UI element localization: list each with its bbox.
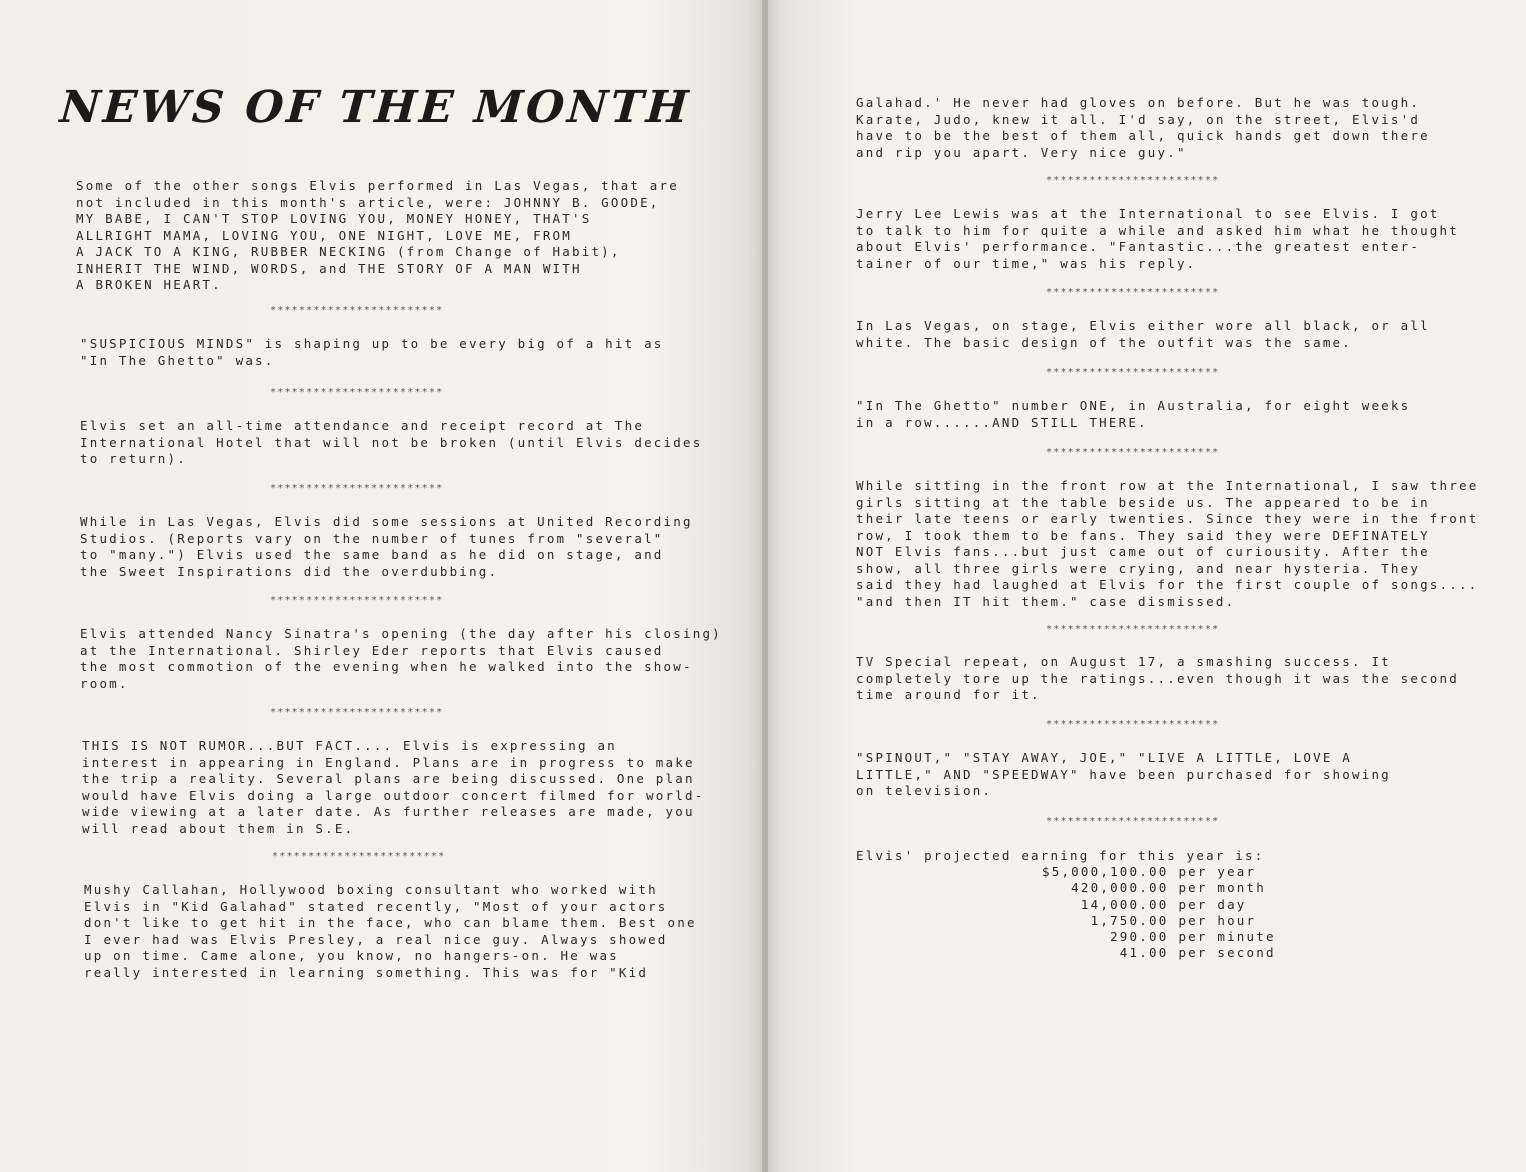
news-item-nancy-sinatra: Elvis attended Nancy Sinatra's opening (the day after his closing) at the International. Shirley Eder reports that Elvis caused the most commotion of the evening when he walked into the show- room. [80,626,722,691]
earnings-amount: $5,000,100.00 [1042,864,1169,879]
news-item-songs: Some of the other songs Elvis performed in Las Vegas, that are not included in this month's article, were: JOHNNY B. GOODE, MY BABE, I CAN'T STOP LOVING YOU, MONEY HONEY, THAT'S ALLRIGHT MAMA, LOVING YOU, ONE NIGHT, LOVE ME, FROM A JACK TO A KING, RUBBER NECKING (from Change of Habit), INHERIT THE WIND, WORDS, and THE STORY OF A MAN WITH A BROKEN HEART. [76,178,679,292]
earnings-row [1042,864,1276,880]
earnings-amount: 14,000.00 [1080,896,1169,912]
news-item-suspicious-minds: "SUSPICIOUS MINDS" is shaping up to be every big of a hit as "In The Ghetto" was. [80,336,664,368]
page-title: NEWS OF THE MONTH [58,82,693,133]
separator-stars: ************************ [1046,287,1220,298]
separator-stars: ************************ [270,483,444,494]
news-item-recording-sessions: While in Las Vegas, Elvis did some sessions at United Recording Studios. (Reports vary on the number of tunes from "several" to "many.") Elvis used the same band as he did on stage, and the Sweet Inspirations did the overdubbing. [80,514,693,579]
separator-stars: ************************ [1046,367,1220,378]
news-item-movies-tv: "SPINOUT," "STAY AWAY, JOE," "LIVE A LITTLE, LOVE A LITTLE," AND "SPEEDWAY" have been purchased for showing on television. [856,750,1391,798]
earnings-amount: 290.00 [1110,929,1169,945]
earnings-unit: per hour [1178,912,1257,928]
earnings-unit: per year [1178,864,1257,879]
news-item-mushy-callahan: Mushy Callahan, Hollywood boxing consultant who worked with Elvis in "Kid Galahad" stated recently, "Most of your actors don't like to get hit in the face, who can blame them. Best one I ever had was Elvis Presley, a real nice guy. Always showed up on time. Came alone, you know, no hangers-on. He was really interested in learning something. This was for "Kid [84,882,697,980]
news-item-england-plans: THIS IS NOT RUMOR...BUT FACT.... Elvis is expressing an interest in appearing in England. Plans are in progress to make the trip a reality. Several plans are being discussed. One plan would have Elvis doing a large outdoor concert filmed for world- wide viewing at a later date. As further releases are made, you will read about them in S.E. [82,738,705,836]
separator-stars: ************************ [272,851,446,862]
separator-stars: ************************ [1046,175,1220,186]
separator-stars: ************************ [270,707,444,718]
earnings-amount: 420,000.00 [1071,880,1169,896]
earnings-heading: Elvis' projected earning for this year is: [856,848,1265,863]
earnings-row [1042,945,1276,961]
news-item-front-row-girls: While sitting in the front row at the International, I saw three girls sitting at the table beside us. The appeared to be in their late teens or early twenties. Since they were in the front row, I took them to be fans. They said they were DEFINATELY NOT Elvis fans...but just came out of curiousity. After the show, all three girls were crying, and near hysteria. They said they had laughed at Elvis for the first couple of songs.... "and then IT hit them." case dismissed. [856,478,1479,609]
earnings-row [1042,897,1276,913]
news-item-outfit: In Las Vegas, on stage, Elvis either wore all black, or all white. The basic design of the outfit was the same. [856,318,1430,350]
separator-stars: ************************ [270,595,444,606]
earnings-unit: per month [1178,880,1266,896]
earnings-unit: per day [1178,896,1247,912]
separator-stars: ************************ [1046,719,1220,730]
separator-stars: ************************ [1046,447,1220,458]
earnings-row [1042,929,1276,945]
earnings-unit: per minute [1178,929,1276,945]
separator-stars: ************************ [1046,816,1220,827]
news-item-attendance-record: Elvis set an all-time attendance and receipt record at The International Hotel that will not be broken (until Elvis decides to return). [80,418,703,466]
earnings-unit: per second [1178,945,1276,961]
earnings-amount: 1,750.00 [1090,912,1169,928]
news-item-jerry-lee-lewis: Jerry Lee Lewis was at the International to see Elvis. I got to talk to him for quite a while and asked him what he thought about Elvis' performance. "Fantastic...the greatest enter- tainer of our time," was his reply. [856,206,1459,271]
earnings-row [1042,880,1276,896]
earnings-row [1042,913,1276,929]
earnings-table [1042,864,1276,962]
separator-stars: ************************ [1046,624,1220,635]
earnings-amount: 41.00 [1119,945,1169,961]
page-gutter [762,0,768,1172]
separator-stars: ************************ [270,387,444,398]
news-item-in-the-ghetto: "In The Ghetto" number ONE, in Australia, for eight weeks in a row......AND STILL THERE. [856,398,1411,430]
news-item-kid-galahad-cont: Galahad.' He never had gloves on before. But he was tough. Karate, Judo, knew it all. I'd say, on the street, Elvis'd have to be the best of them all, quick hands get down there and rip you apart. Very nice guy." [856,95,1430,160]
news-item-tv-special: TV Special repeat, on August 17, a smashing success. It completely tore up the ratings...even though it was the second time around for it. [856,654,1459,702]
separator-stars: ************************ [270,305,444,316]
